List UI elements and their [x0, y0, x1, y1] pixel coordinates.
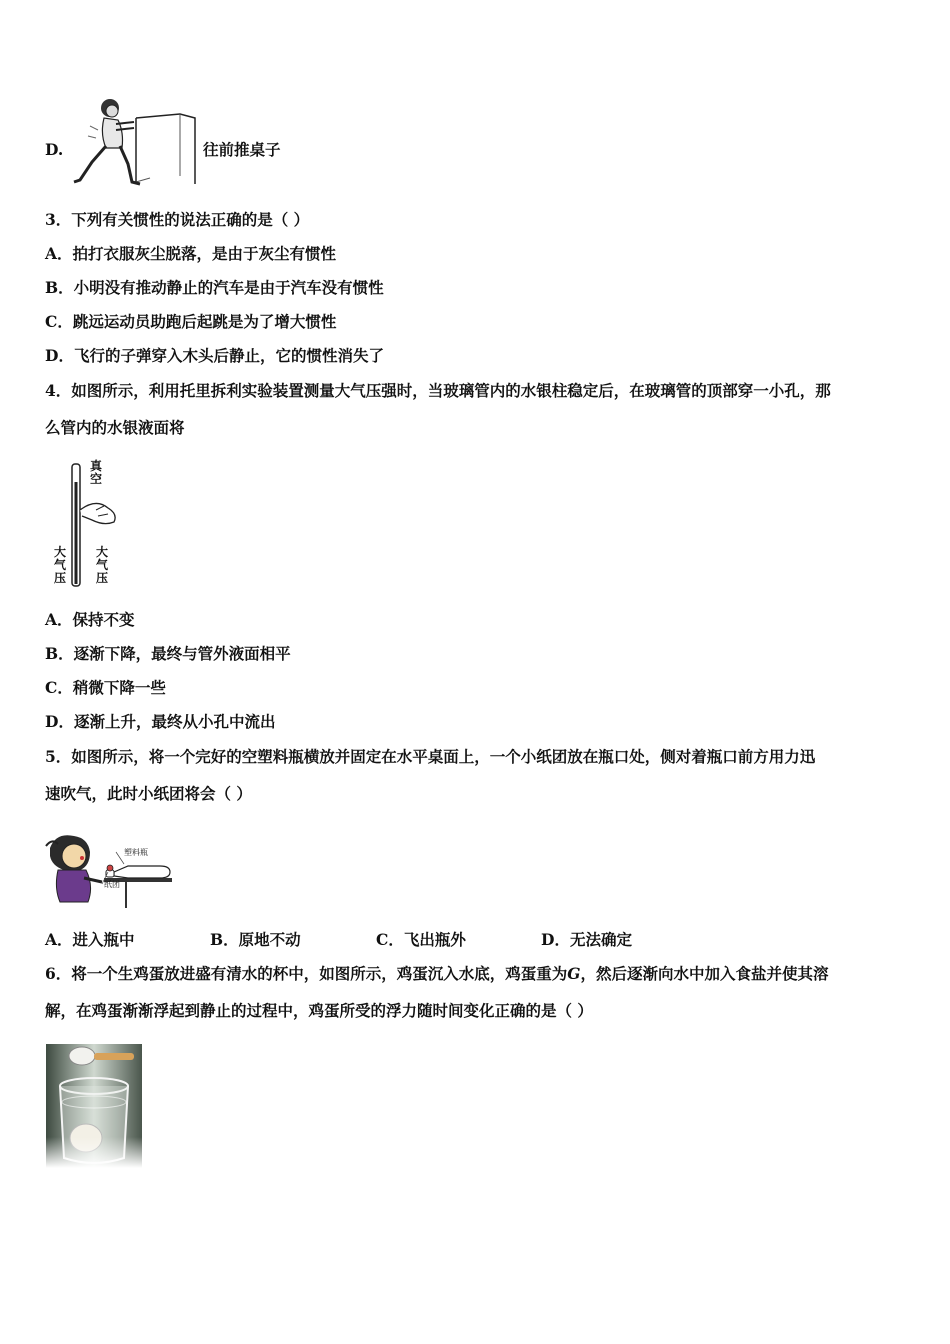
q4-stem-line1: 4．如图所示，利用托里拆利实验装置测量大气压强时，当玻璃管内的水银柱稳定后，在玻璃管的顶部穿一小孔，那 [45, 381, 831, 400]
q6-var-g: G [567, 964, 581, 983]
q4-stem-line2: 么管内的水银液面将 [45, 418, 185, 437]
blow-bottle-figure [44, 828, 174, 910]
q3-stem: 3．下列有关惯性的说法正确的是（ ） [45, 210, 310, 229]
q5-stem-line1: 5．如图所示，将一个完好的空塑料瓶横放并固定在水平桌面上，一个小纸团放在瓶口处，侧对着瓶口前方用力迅 [45, 747, 816, 766]
paper-label: 纸团 [104, 880, 120, 889]
bottle-label: 塑料瓶 [124, 848, 148, 857]
bottle-drawing [44, 828, 174, 910]
q5-option-a: A．进入瓶中 [45, 930, 135, 949]
egg-cup-figure [46, 1044, 142, 1168]
atm-left-label: 大气压 [54, 545, 67, 585]
q5-option-d: D．无法确定 [541, 930, 632, 949]
q5-option-b: B．原地不动 [210, 930, 301, 949]
q2-option-d-letter: D. [45, 140, 64, 159]
torricelli-figure [52, 458, 132, 592]
q6-stem-line1-a: 6．将一个生鸡蛋放进盛有清水的杯中，如图所示，鸡蛋沉入水底，鸡蛋重为 [45, 964, 568, 983]
q2-option-d-text: 往前推桌子 [203, 140, 281, 159]
q6-stem-line2: 解，在鸡蛋渐渐浮起到静止的过程中，鸡蛋所受的浮力随时间变化正确的是（ ） [45, 1001, 593, 1020]
q3-option-b: B．小明没有推动静止的汽车是由于汽车没有惯性 [45, 278, 384, 297]
q4-option-d: D．逐渐上升，最终从小孔中流出 [45, 712, 276, 731]
q4-option-c: C．稍微下降一些 [45, 678, 166, 697]
atm-right-label: 大气压 [96, 545, 109, 585]
q3-option-a: A．拍打衣服灰尘脱落，是由于灰尘有惯性 [45, 244, 337, 263]
q5-option-c: C．飞出瓶外 [376, 930, 466, 949]
q3-option-d: D．飞行的子弹穿入木头后静止，它的惯性消失了 [45, 346, 384, 365]
q5-stem-line2: 速吹气，此时小纸团将会（ ） [45, 784, 252, 803]
q4-option-b: B．逐渐下降，最终与管外液面相平 [45, 644, 291, 663]
push-table-figure [70, 96, 200, 188]
q4-option-a: A．保持不变 [45, 610, 135, 629]
q3-option-c: C．跳远运动员助跑后起跳是为了增大惯性 [45, 312, 337, 331]
vacuum-label: 真空 [90, 459, 103, 486]
q6-stem-line1 [45, 964, 829, 984]
q6-stem-line1-b: ，然后逐渐向水中加入食盐并使其溶 [580, 964, 829, 983]
